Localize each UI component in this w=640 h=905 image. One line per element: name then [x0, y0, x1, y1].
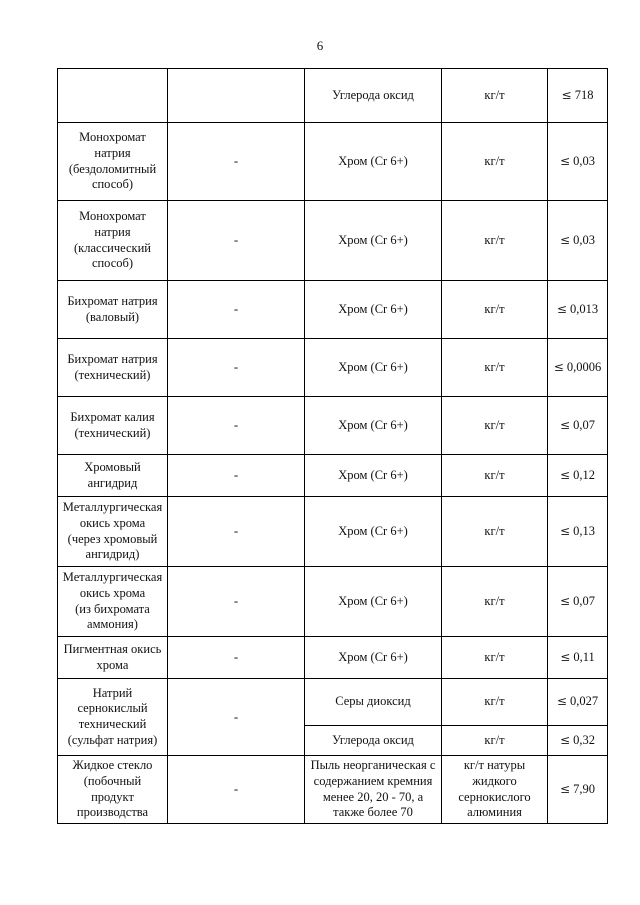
product-cell: Металлургическая окись хрома (из бихромата аммония): [58, 567, 168, 637]
product-cell: Бихромат натрия (валовый): [58, 281, 168, 339]
limit-cell: [548, 339, 608, 397]
limit-value: 0,11: [573, 649, 595, 664]
unit-cell: кг/т: [442, 567, 548, 637]
dash-cell: -: [168, 637, 305, 679]
unit-cell: кг/т: [442, 123, 548, 201]
substance-cell: Хром (Cr 6+): [305, 281, 442, 339]
unit-cell: кг/т: [442, 679, 548, 726]
table-row: [58, 123, 608, 201]
limit-value: 0,027: [570, 694, 599, 709]
table-row: [58, 497, 608, 567]
unit-cell: кг/т: [442, 455, 548, 497]
limit-cell: [548, 756, 608, 824]
unit-cell: кг/т: [442, 397, 548, 455]
substance-cell: Хром (Cr 6+): [305, 455, 442, 497]
unit-cell: кг/т: [442, 201, 548, 281]
unit-cell: кг/т: [442, 69, 548, 123]
limit-value: 0,13: [573, 523, 596, 538]
dash-cell: -: [168, 567, 305, 637]
table-row: [58, 281, 608, 339]
unit-cell: кг/т: [442, 637, 548, 679]
dash-cell: -: [168, 201, 305, 281]
substance-cell: Хром (Cr 6+): [305, 497, 442, 567]
leq-symbol: ≤: [559, 523, 571, 538]
dash-cell: -: [168, 679, 305, 756]
table-body: [58, 69, 608, 824]
substance-cell: Хром (Cr 6+): [305, 339, 442, 397]
substance-cell: Хром (Cr 6+): [305, 201, 442, 281]
product-cell: Монохромат натрия (классический способ): [58, 201, 168, 281]
dash-cell: -: [168, 455, 305, 497]
leq-symbol: ≤: [559, 417, 571, 432]
limit-cell: [548, 497, 608, 567]
limit-cell: [548, 455, 608, 497]
product-cell: Натрий сернокислый технический (сульфат натрия): [58, 679, 168, 756]
limit-value: 0,013: [570, 301, 599, 316]
unit-cell: кг/т: [442, 339, 548, 397]
dash-cell: -: [168, 339, 305, 397]
limit-value: 0,03: [573, 153, 596, 168]
limit-value: 0,07: [573, 593, 596, 608]
limit-cell: [548, 201, 608, 281]
dash-cell: -: [168, 281, 305, 339]
leq-symbol: ≤: [559, 232, 571, 247]
limit-value: 0,07: [573, 417, 596, 432]
table-row: [58, 201, 608, 281]
table-row: [58, 455, 608, 497]
substance-cell: Хром (Cr 6+): [305, 637, 442, 679]
product-cell: Бихромат натрия (технический): [58, 339, 168, 397]
substance-cell: Хром (Cr 6+): [305, 397, 442, 455]
product-cell: Пигментная окись хрома: [58, 637, 168, 679]
unit-cell: кг/т: [442, 497, 548, 567]
substance-cell: Углерода оксид: [305, 69, 442, 123]
leq-symbol: ≤: [559, 593, 571, 608]
substance-cell: Хром (Cr 6+): [305, 567, 442, 637]
limit-cell: [548, 726, 608, 756]
product-cell: Хромовый ангидрид: [58, 455, 168, 497]
limit-value: 0,03: [573, 232, 596, 247]
substance-cell: Углерода оксид: [305, 726, 442, 756]
table-row: [58, 567, 608, 637]
substance-cell: Хром (Cr 6+): [305, 123, 442, 201]
dash-cell: -: [168, 397, 305, 455]
emission-standards-table: [57, 68, 608, 824]
leq-symbol: ≤: [559, 781, 571, 796]
table-row: [58, 69, 608, 123]
leq-symbol: ≤: [559, 153, 571, 168]
page-number: 6: [316, 38, 324, 53]
leq-symbol: ≤: [556, 694, 567, 709]
leq-symbol: ≤: [560, 649, 571, 664]
leq-symbol: ≤: [559, 732, 571, 747]
limit-value: 0,32: [573, 732, 596, 747]
substance-cell: Серы диоксид: [305, 679, 442, 726]
limit-cell: [548, 69, 608, 123]
limit-value: 0,12: [573, 467, 596, 482]
leq-symbol: ≤: [561, 87, 572, 102]
unit-cell: кг/т натуры жидкого сернокислого алюминия: [442, 756, 548, 824]
limit-value: 7,90: [573, 781, 596, 796]
limit-value: 718: [574, 87, 594, 102]
limit-cell: [548, 637, 608, 679]
table-row-sodium-sulfate-1: [58, 679, 608, 726]
table-row: [58, 637, 608, 679]
table-row-liquid-glass: [58, 756, 608, 824]
product-cell: Бихромат калия (технический): [58, 397, 168, 455]
unit-cell: кг/т: [442, 726, 548, 756]
product-cell: [58, 69, 168, 123]
limit-cell: [548, 679, 608, 726]
substance-cell: Пыль неорганическая с содержанием кремния менее 20, 20 - 70, а также более 70: [305, 756, 442, 824]
product-cell: Жидкое стекло (побочный продукт производства: [58, 756, 168, 824]
table-row: [58, 339, 608, 397]
leq-symbol: ≤: [556, 301, 567, 316]
dash-cell: -: [168, 756, 305, 824]
unit-cell: кг/т: [442, 281, 548, 339]
leq-symbol: ≤: [553, 359, 564, 374]
product-cell: Металлургическая окись хрома (через хромовый ангидрид): [58, 497, 168, 567]
product-cell: Монохромат натрия (бездоломитный способ): [58, 123, 168, 201]
limit-cell: [548, 281, 608, 339]
dash-cell: -: [168, 123, 305, 201]
dash-cell: -: [168, 497, 305, 567]
table-row: [58, 397, 608, 455]
dash-cell: [168, 69, 305, 123]
leq-symbol: ≤: [559, 467, 571, 482]
limit-cell: [548, 123, 608, 201]
limit-cell: [548, 397, 608, 455]
limit-value: 0,0006: [566, 359, 602, 374]
limit-cell: [548, 567, 608, 637]
